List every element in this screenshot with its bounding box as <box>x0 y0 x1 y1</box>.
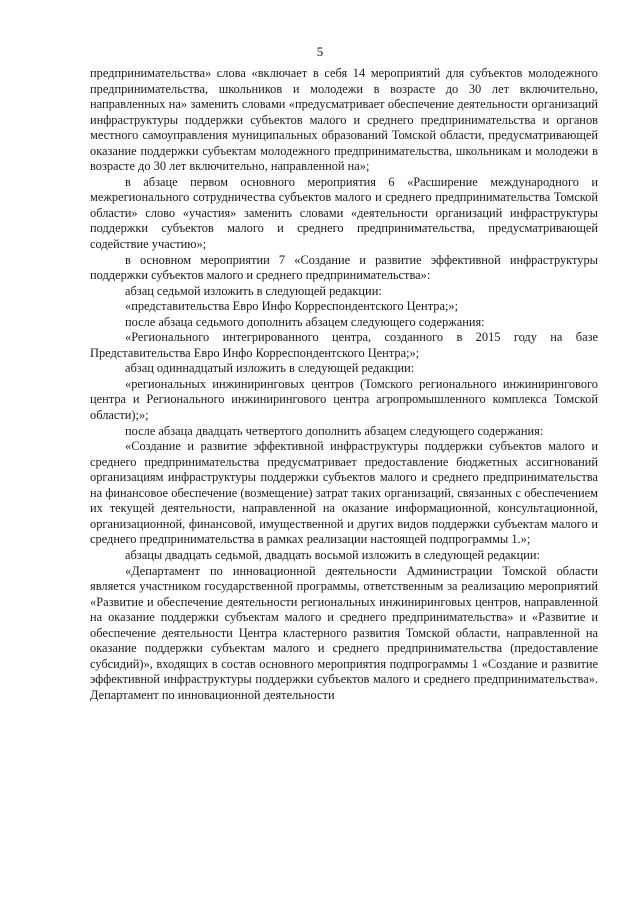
paragraph-11: «Создание и развитие эффективной инфраструктуры поддержки субъектов малого и среднего предпринимательства предусматривает предоставление бюджетных ассигнований организациям инфраструктуры поддержки субъектов малого и среднего предпринимательства на финансовое обеспечение (возмещение) затрат таких организаций, связанных с обеспечением их текущей деятельности, направленной на оказание информационной, консультационной, организационной, финансовой, имущественной и других видов поддержки субъектам малого и среднего предпринимательства в рамках реализации настоящей подпрограммы 1.»; <box>90 439 598 547</box>
document-body <box>90 66 598 703</box>
paragraph-6: после абзаца седьмого дополнить абзацем следующего содержания: <box>125 314 485 329</box>
paragraph-12: абзацы двадцать седьмой, двадцать восьмой изложить в следующей редакции: <box>125 547 540 562</box>
paragraph-2: в абзаце первом основного мероприятия 6 «Расширение международного и межрегионального сотрудничества субъектов малого и среднего предпринимательства Томской области» слово «участия» заменить словами «деятельности организаций инфраструктуры поддержки субъектов малого и среднего предпринимательства, предусматривающей содействие участию»; <box>90 174 598 252</box>
paragraph-13: «Департамент по инновационной деятельности Администрации Томской области является участником государственной программы, ответственным за реализацию мероприятий «Развитие и обеспечение деятельности региональных инжиниринговых центров, направленной на оказание поддержки субъектам малого и среднего предпринимательства» и «Развитие и обеспечение деятельности Центра кластерного развития Томской области, направленной на оказание поддержки субъектам малого и среднего предпринимательства (предоставление субсидий)», входящих в состав основного мероприятия подпрограммы 1 «Создание и развитие эффективной инфраструктуры поддержки субъектов малого и среднего предпринимательства». Департамент по инновационной деятельности <box>90 563 598 702</box>
paragraph-10: после абзаца двадцать четвертого дополнить абзацем следующего содержания: <box>125 423 544 438</box>
page-number: 5 <box>316 44 324 59</box>
paragraph-3: в основном мероприятии 7 «Создание и развитие эффективной инфраструктуры поддержки субъектов малого и среднего предпринимательства»: <box>90 252 598 283</box>
paragraph-4: абзац седьмой изложить в следующей редакции: <box>125 283 382 298</box>
paragraph-9: «региональных инжиниринговых центров (Томского регионального инжинирингового центра и Регионального инжинирингового центра агропромышленного комплекса Томской области);»; <box>90 376 598 423</box>
paragraph-7: «Регионального интегрированного центра, созданного в 2015 году на базе Представительства Евро Инфо Корреспондентского Центра;»; <box>90 330 598 360</box>
paragraph-1: предпринимательства» слова «включает в себя 14 мероприятий для субъектов молодежного предпринимательства, школьников и молодежи в возрасте до 30 лет включительно, направленных на» заменить словами «предусматривает обеспечение деятельности организаций инфраструктуры поддержки субъектов малого и среднего предпринимательства и органов местного самоуправления муниципальных образований Томской области, предусматривающей оказание поддержки субъектам молодежного предпринимательства, школьникам и молодежи в возрасте до 30 лет включительно, направленной на»; <box>90 66 598 174</box>
paragraph-8: абзац одиннадцатый изложить в следующей редакции: <box>125 361 415 376</box>
paragraph-5: «представительства Евро Инфо Корреспондентского Центра;»; <box>125 299 459 314</box>
